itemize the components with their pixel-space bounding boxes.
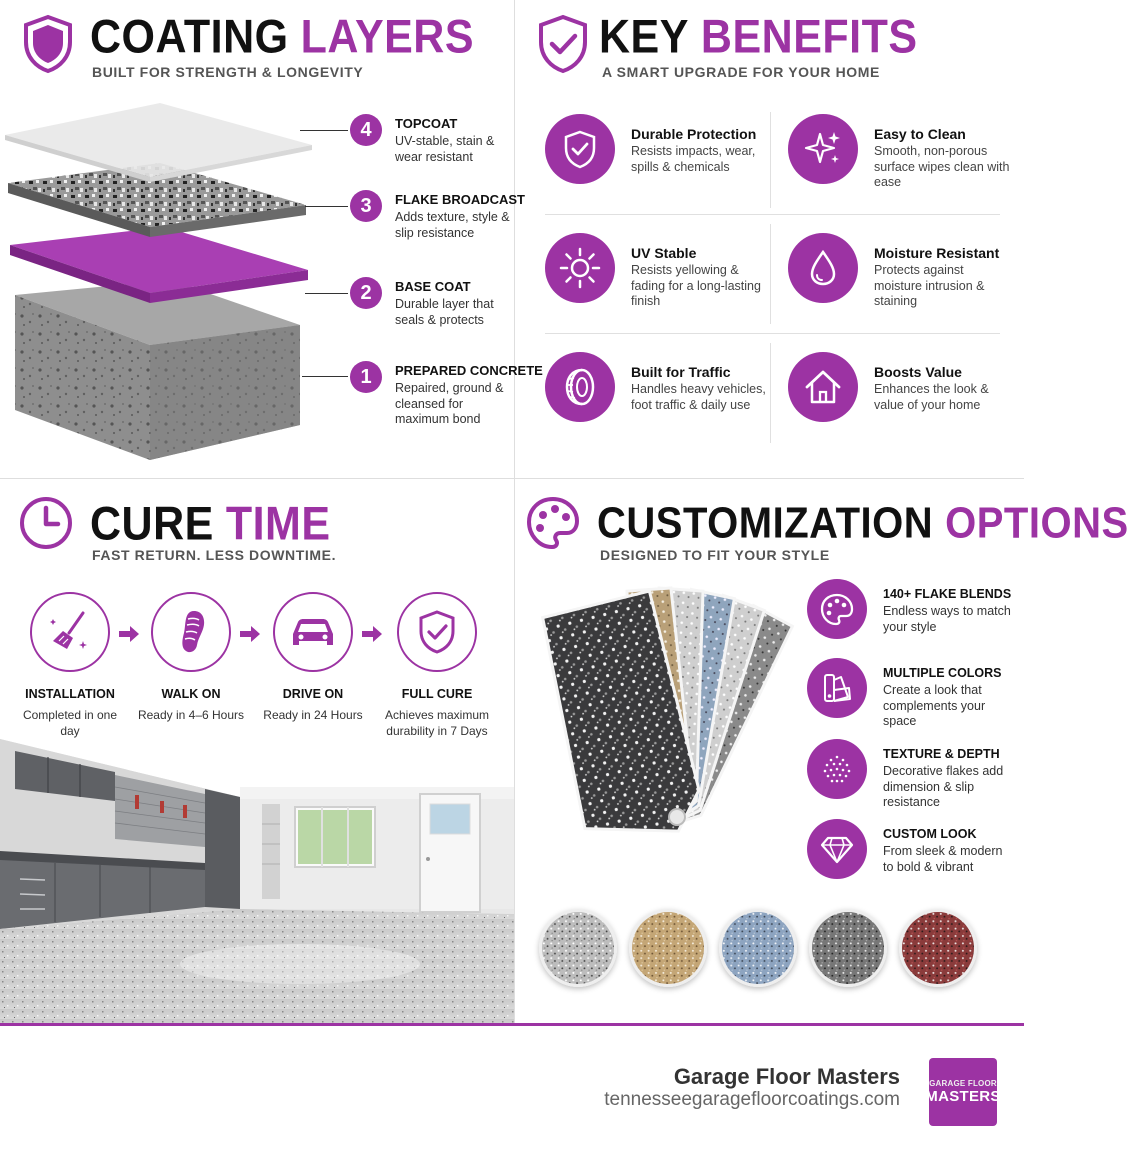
- leader-line: [305, 206, 348, 207]
- benefit-built-for-traffic: [545, 352, 785, 452]
- palette-icon: [807, 579, 867, 639]
- benefit-boosts-value: [788, 352, 1028, 452]
- shield-check-icon: [545, 114, 615, 184]
- benefit-desc: Enhances the look & value of your home: [874, 382, 989, 412]
- layer-base-coat: [350, 277, 515, 347]
- benefits-title: KEY BENEFITS: [599, 10, 918, 64]
- option-desc: Endless ways to match your style: [883, 604, 1011, 634]
- layer-desc: Durable layer that seals & protects: [395, 297, 494, 327]
- benefit-desc: Handles heavy vehicles, foot traffic & daily use: [631, 382, 766, 412]
- grid-divider: [545, 214, 1000, 215]
- shield-icon: [20, 14, 76, 74]
- option-desc: From sleek & modern to bold & vibrant: [883, 844, 1003, 874]
- layer-prepared-concrete: [350, 361, 543, 436]
- brand-name: Garage Floor Masters: [673, 1064, 900, 1089]
- custom-title: CUSTOMIZATION OPTIONS: [597, 498, 1129, 548]
- layer-flake-broadcast: [350, 190, 525, 260]
- layer-number: 1: [350, 361, 382, 393]
- option-title: 140+ FLAKE BLENDS: [883, 587, 1012, 601]
- layer-number: 2: [350, 277, 382, 309]
- house-icon: [788, 352, 858, 422]
- benefit-title: Durable Protection: [631, 126, 757, 142]
- cure-subtitle: FAST RETURN. LESS DOWNTIME.: [92, 547, 337, 563]
- layer-desc: Adds texture, style & slip resistance: [395, 210, 510, 240]
- benefit-desc: Resists impacts, wear, spills & chemicals: [631, 144, 756, 174]
- color-swatch-icon: [807, 658, 867, 718]
- step-desc: Achieves maximum durability in 7 Days: [384, 708, 490, 738]
- step-desc: Completed in one day: [22, 708, 118, 738]
- arrow-right-icon: [240, 626, 260, 642]
- water-drop-icon: [788, 233, 858, 303]
- key-benefits-section: [515, 0, 1024, 478]
- shield-check-icon: [535, 14, 591, 74]
- coating-layers-section: [0, 0, 543, 478]
- flake-sample-fan-illustration: [515, 574, 800, 894]
- step-label: INSTALLATION: [25, 687, 115, 701]
- brand-logo: [925, 1058, 1001, 1126]
- option-multiple-colors: [807, 658, 1017, 728]
- logo-text-bottom: MASTERS: [925, 1088, 1001, 1105]
- arrow-right-icon: [119, 626, 139, 642]
- benefit-title: Moisture Resistant: [874, 245, 1000, 261]
- logo-text-top: GARAGE FLOOR: [929, 1079, 997, 1088]
- palette-icon: [525, 493, 581, 553]
- option-custom-look: [807, 819, 1017, 889]
- arrow-right-icon: [362, 626, 382, 642]
- step-desc: Ready in 4–6 Hours: [137, 708, 245, 722]
- benefit-uv-stable: [545, 233, 785, 333]
- dots-texture-icon: [807, 739, 867, 799]
- benefit-durable-protection: [545, 114, 785, 214]
- benefit-title: Built for Traffic: [631, 364, 731, 380]
- step-label: WALK ON: [161, 687, 221, 701]
- option-title: MULTIPLE COLORS: [883, 666, 1002, 680]
- sun-icon: [545, 233, 615, 303]
- option-title: TEXTURE & DEPTH: [883, 747, 1000, 761]
- benefit-easy-to-clean: [788, 114, 1028, 214]
- layer-desc: UV-stable, stain & wear resistant: [395, 134, 495, 164]
- benefit-desc: Smooth, non-porous surface wipes clean with ease: [874, 144, 1010, 189]
- step-desc: Ready in 24 Hours: [263, 708, 363, 722]
- coating-layers-illustration: [0, 95, 330, 470]
- cure-time-section: [0, 479, 514, 1024]
- benefit-title: Easy to Clean: [874, 126, 966, 142]
- layer-name: FLAKE BROADCAST: [395, 192, 525, 207]
- grid-divider: [545, 333, 1000, 334]
- coating-subtitle: BUILT FOR STRENGTH & LONGEVITY: [92, 64, 364, 80]
- option-texture-depth: [807, 739, 1017, 809]
- option-flake-blends: [807, 579, 1017, 649]
- flake-swatch: [899, 909, 977, 987]
- shield-check-icon: [397, 592, 477, 672]
- layer-number: 4: [350, 114, 382, 146]
- benefit-desc: Protects against moisture intrusion & staining: [874, 263, 985, 308]
- tire-icon: [545, 352, 615, 422]
- flake-swatch: [629, 909, 707, 987]
- layer-number: 3: [350, 190, 382, 222]
- benefit-moisture-resistant: [788, 233, 1028, 333]
- layer-name: BASE COAT: [395, 279, 471, 294]
- coating-title: COATING LAYERS: [90, 10, 475, 64]
- option-title: CUSTOM LOOK: [883, 827, 977, 841]
- customization-options-section: [515, 479, 1129, 1024]
- diamond-icon: [807, 819, 867, 879]
- flake-swatch: [719, 909, 797, 987]
- sparkle-icon: [788, 114, 858, 184]
- flake-swatch: [809, 909, 887, 987]
- benefit-desc: Resists yellowing & fading for a long-lasting finish: [631, 263, 761, 308]
- flake-swatch: [539, 909, 617, 987]
- benefits-subtitle: A SMART UPGRADE FOR YOUR HOME: [602, 64, 880, 80]
- footer-divider: [0, 1023, 1024, 1026]
- broom-icon: [30, 592, 110, 672]
- brand-url: tennesseegaragefloorcoatings.com: [604, 1089, 900, 1110]
- benefit-title: Boosts Value: [874, 364, 962, 380]
- option-desc: Create a look that complements your space: [883, 683, 986, 728]
- leader-line: [300, 130, 348, 131]
- layer-topcoat: [350, 114, 515, 174]
- step-label: DRIVE ON: [282, 687, 344, 701]
- step-label: FULL CURE: [401, 687, 473, 701]
- leader-line: [305, 293, 348, 294]
- footprint-icon: [151, 592, 231, 672]
- cure-title: CURE TIME: [90, 497, 331, 551]
- clock-icon: [18, 493, 74, 553]
- layer-name: PREPARED CONCRETE: [395, 363, 543, 378]
- leader-line: [302, 376, 348, 377]
- custom-subtitle: DESIGNED TO FIT YOUR STYLE: [600, 547, 830, 563]
- layer-name: TOPCOAT: [395, 116, 458, 131]
- option-desc: Decorative flakes add dimension & slip resistance: [883, 764, 1004, 809]
- car-icon: [273, 592, 353, 672]
- layer-desc: Repaired, ground & cleansed for maximum bond: [395, 381, 504, 426]
- benefit-title: UV Stable: [631, 245, 697, 261]
- garage-interior-illustration: [0, 739, 514, 1024]
